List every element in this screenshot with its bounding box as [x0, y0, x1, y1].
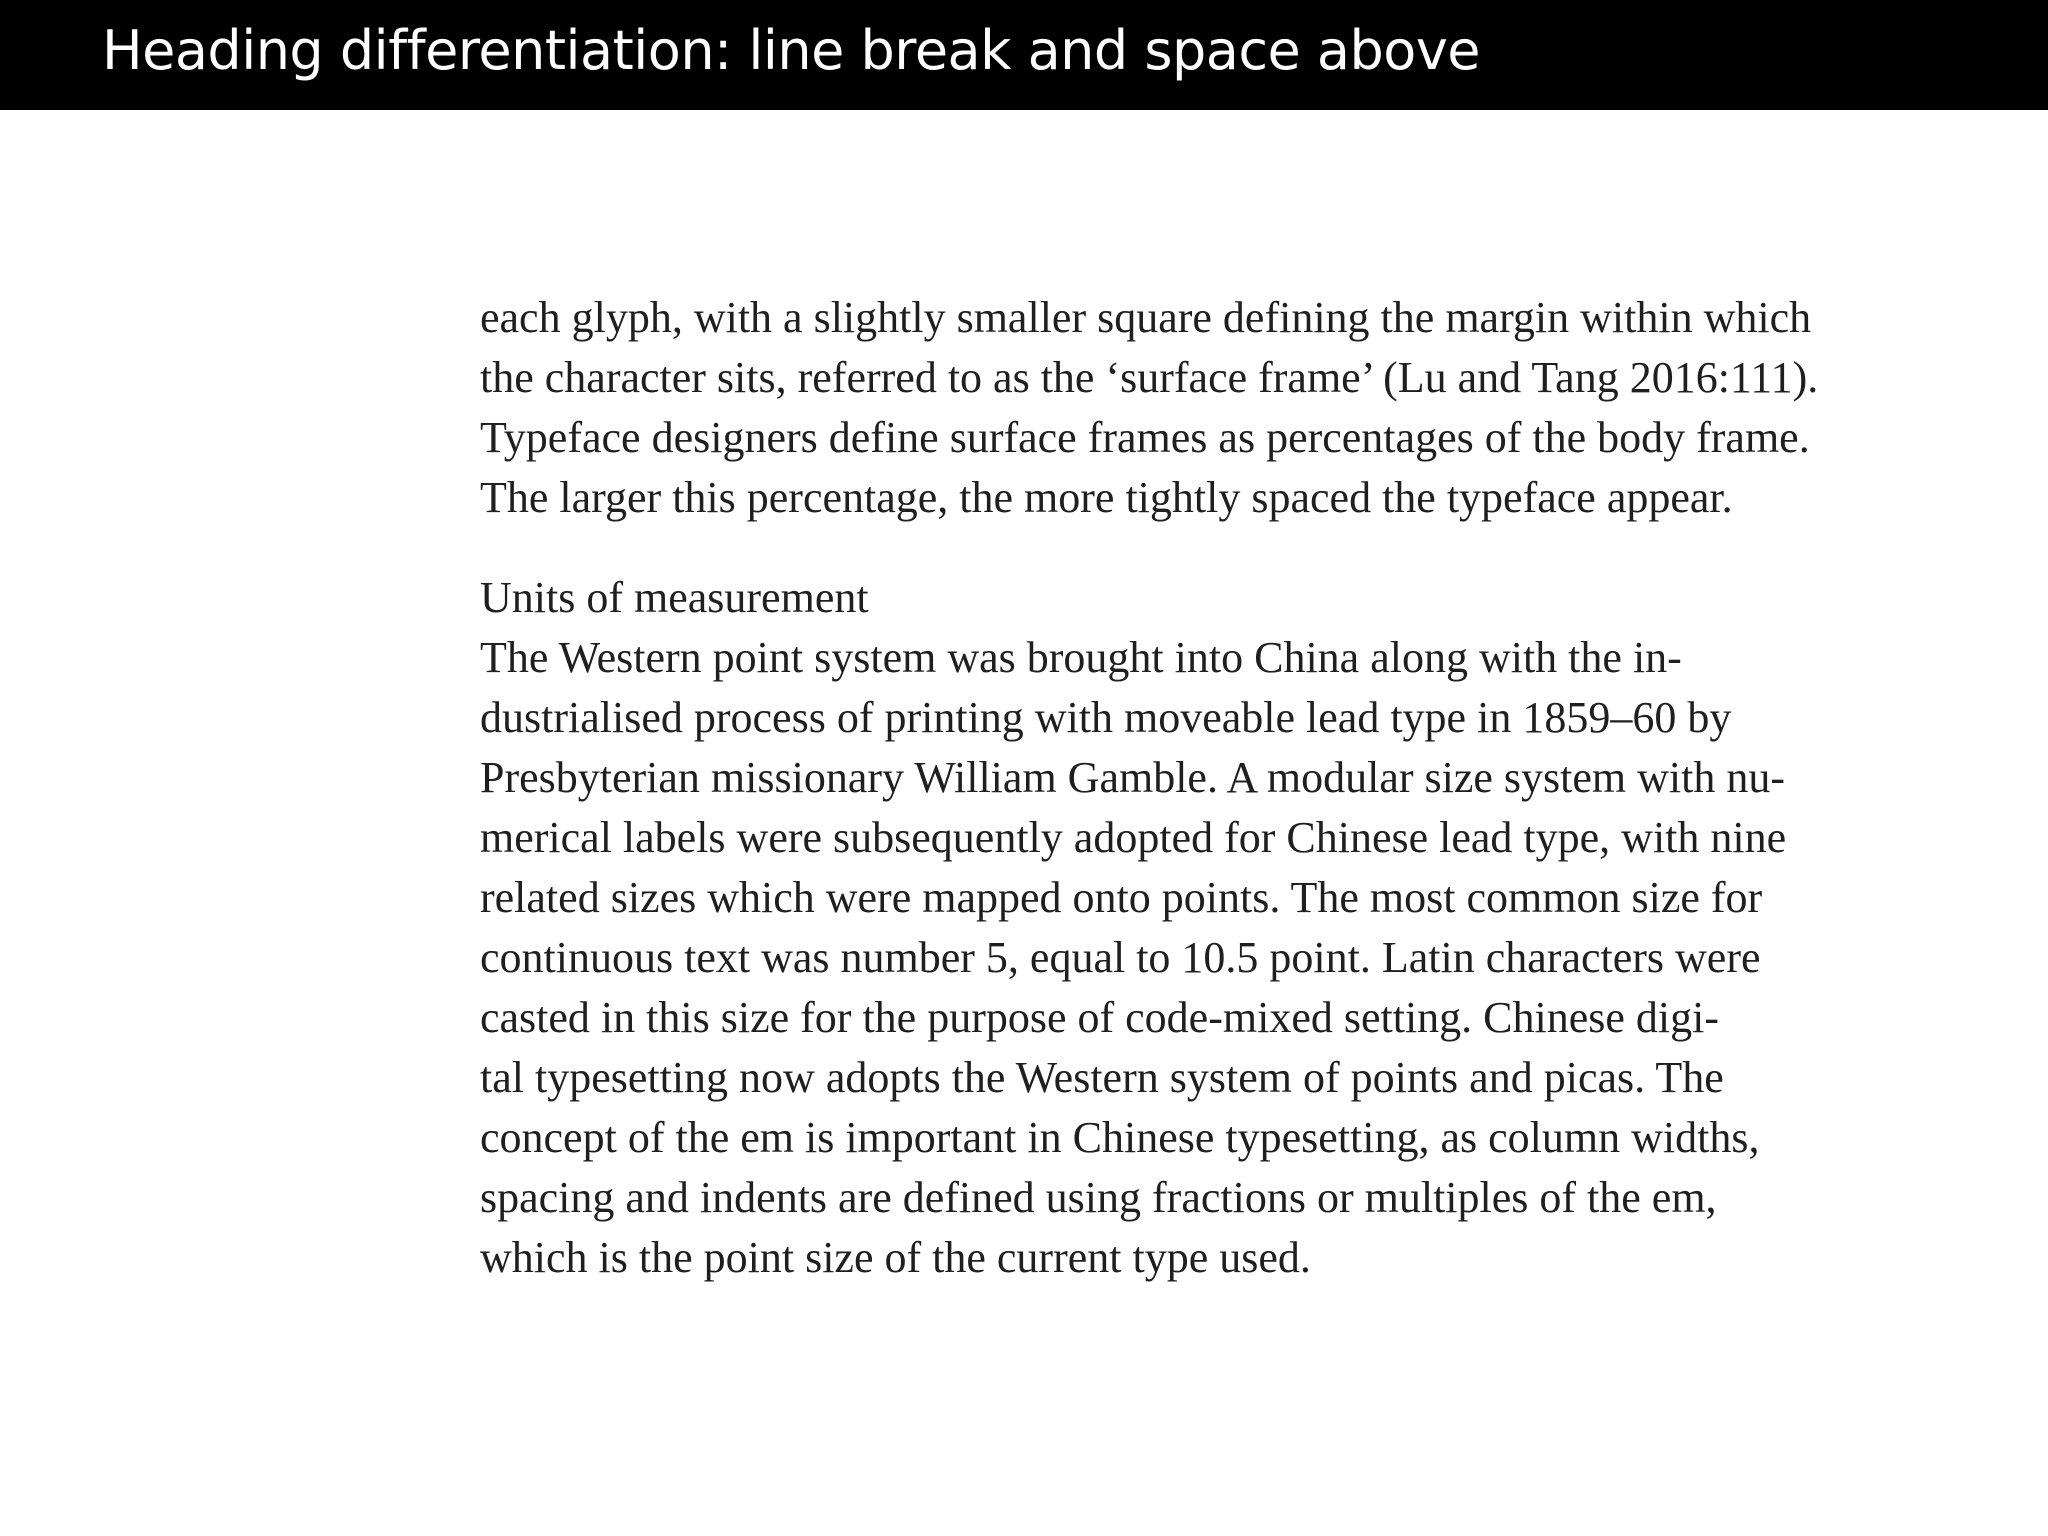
text-line: Typeface designers define surface frames as percentages of the body frame. — [480, 413, 1810, 462]
text-line: continuous text was number 5, equal to 10.5 point. Latin characters were — [480, 933, 1761, 982]
title-bar — [0, 0, 2048, 110]
text-line: casted in this size for the purpose of code-mixed setting. Chinese digi- — [480, 993, 1720, 1042]
text-line: The larger this percentage, the more tightly spaced the typeface appear. — [480, 473, 1733, 522]
text-line: tal typesetting now adopts the Western system of points and picas. The — [480, 1053, 1724, 1102]
text-line: the character sits, referred to as the ‘surface frame’ (Lu and Tang 2016:111). — [480, 353, 1819, 402]
text-line: concept of the em is important in Chinese typesetting, as column widths, — [480, 1113, 1760, 1162]
section-units-of-measurement — [480, 568, 2000, 1288]
text-line: merical labels were subsequently adopted for Chinese lead type, with nine — [480, 813, 1787, 862]
slide-title: Heading differentiation: line break and space above — [102, 19, 1480, 82]
section-heading: Units of measurement — [480, 573, 869, 622]
text-line: which is the point size of the current type used. — [480, 1233, 1311, 1282]
text-line: The Western point system was brought into China along with the in- — [480, 633, 1682, 682]
text-line: dustrialised process of printing with moveable lead type in 1859–60 by — [480, 693, 1732, 742]
heading-space-above — [480, 528, 2000, 568]
text-line: spacing and indents are defined using fractions or multiples of the em, — [480, 1173, 1717, 1222]
text-line: each glyph, with a slightly smaller square defining the margin within which — [480, 293, 1812, 342]
body-text — [480, 288, 2000, 1288]
paragraph-surface-frame — [480, 288, 2000, 528]
text-line: related sizes which were mapped onto points. The most common size for — [480, 873, 1763, 922]
text-line: Presbyterian missionary William Gamble. A modular size system with nu- — [480, 753, 1786, 802]
